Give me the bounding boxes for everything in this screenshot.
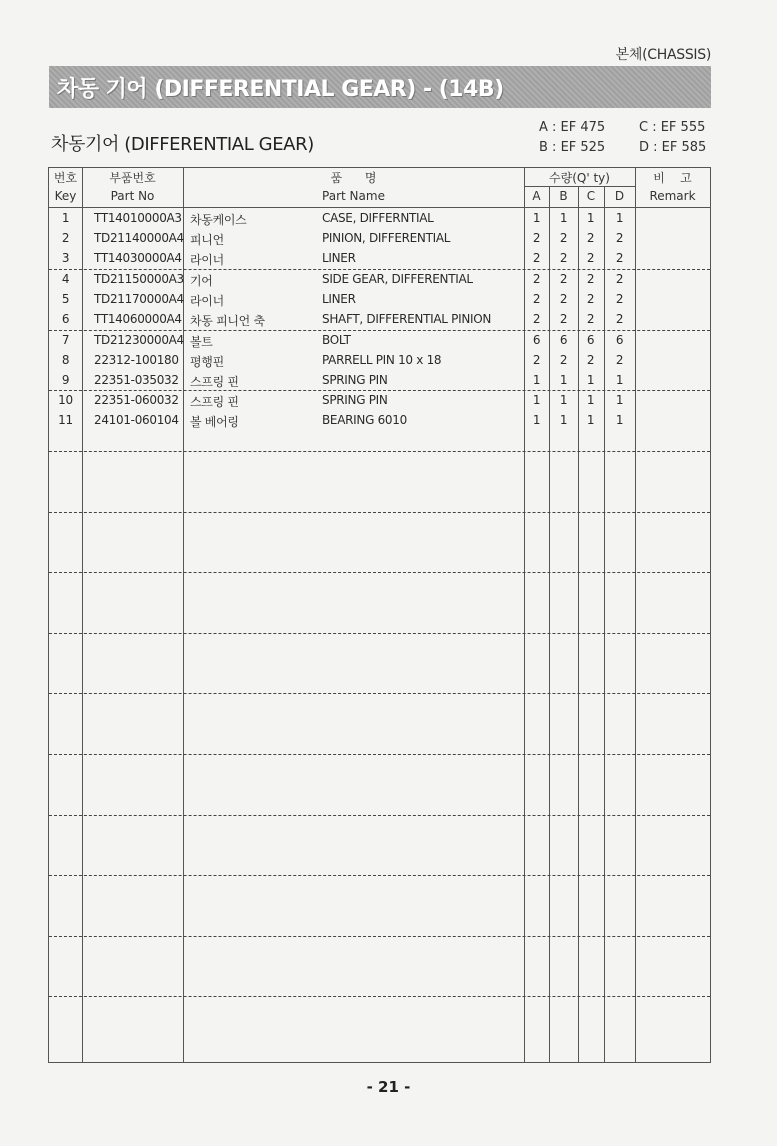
group-separator [49,572,710,573]
cell-part-no: 22351-035032 [94,373,179,387]
cell-qty-d: 1 [615,373,624,387]
cell-qty-b: 1 [559,211,568,225]
header-key-en: Key [54,189,77,203]
cell-key: 11 [58,413,73,427]
header-qty-c: C [586,189,596,203]
table-row [49,208,710,228]
group-separator [49,875,710,876]
cell-name-en: SIDE GEAR, DIFFERENTIAL [322,272,473,286]
cell-qty-c: 1 [586,393,595,407]
cell-key: 1 [61,211,70,225]
cell-name-kr: 평행핀 [190,355,224,369]
model-b: B : EF 525 [539,140,606,155]
model-legend-right [639,118,706,158]
table-row [49,350,710,370]
group-separator [49,996,710,997]
cell-name-kr: 스프링 핀 [190,395,239,409]
header-part-kr: 부품번호 [109,171,156,185]
cell-qty-c: 6 [586,333,595,347]
cell-qty-c: 2 [586,353,595,367]
cell-name-kr: 피니언 [190,233,224,247]
cell-part-no: TD21140000A4 [94,231,184,245]
header-remark-kr: 비 고 [653,171,692,185]
section-label: 본체(CHASSIS) [615,47,711,63]
group-separator [49,451,710,452]
header-name-en: Part Name [322,189,385,203]
cell-key: 3 [61,251,70,265]
cell-name-en: SPRING PIN [322,373,388,387]
group-separator [49,693,710,694]
table-row [49,370,710,390]
cell-qty-b: 1 [559,413,568,427]
cell-qty-d: 2 [615,312,624,326]
model-d: D : EF 585 [639,140,707,155]
cell-name-kr: 라이너 [190,253,224,267]
cell-key: 7 [61,333,70,347]
cell-part-no: 22312-100180 [94,353,179,367]
cell-qty-b: 1 [559,373,568,387]
cell-name-kr: 차동 피니언 축 [190,314,265,328]
cell-qty-d: 6 [615,333,624,347]
cell-key: 4 [61,272,70,286]
cell-part-no: TT14010000A3 [94,211,182,225]
cell-name-en: SPRING PIN [322,393,388,407]
cell-name-en: SHAFT, DIFFERENTIAL PINION [322,312,492,326]
cell-part-no: TD21150000A3 [94,272,184,286]
cell-part-no: TT14030000A4 [94,251,182,265]
cell-qty-a: 2 [532,292,541,306]
cell-name-en: BOLT [322,333,351,347]
cell-name-en: PINION, DIFFERENTIAL [322,231,451,245]
cell-name-en: LINER [322,292,356,306]
page-number: - 21 - [366,1078,411,1096]
cell-name-kr: 차동케이스 [190,213,247,227]
header-qty-d: D [614,189,625,203]
cell-name-en: BEARING 6010 [322,413,407,427]
cell-qty-c: 2 [586,272,595,286]
cell-key: 5 [61,292,70,306]
cell-qty-b: 2 [559,353,568,367]
cell-name-en: CASE, DIFFERNTIAL [322,211,434,225]
cell-name-kr: 기어 [190,274,213,288]
cell-key: 9 [61,373,70,387]
table-row [49,390,710,410]
header-remark-en: Remark [649,189,696,203]
cell-qty-a: 1 [532,393,541,407]
table-row [49,330,710,350]
cell-part-no: TT14060000A4 [94,312,182,326]
header-qty-a: A [532,189,541,203]
cell-qty-b: 2 [559,312,568,326]
cell-name-kr: 라이너 [190,294,224,308]
cell-qty-a: 1 [532,211,541,225]
cell-key: 10 [58,393,73,407]
cell-qty-d: 2 [615,251,624,265]
cell-qty-d: 2 [615,292,624,306]
group-separator [49,512,710,513]
cell-qty-a: 2 [532,272,541,286]
qty-header-divider [524,186,635,187]
group-separator [49,936,710,937]
cell-part-no: 24101-060104 [94,413,179,427]
cell-qty-c: 2 [586,251,595,265]
cell-qty-a: 1 [532,373,541,387]
cell-qty-c: 1 [586,413,595,427]
group-separator [49,754,710,755]
table-row [49,248,710,268]
cell-qty-a: 2 [532,231,541,245]
table-row [49,269,710,289]
cell-key: 6 [61,312,70,326]
header-part-en: Part No [110,189,155,203]
cell-name-en: LINER [322,251,356,265]
cell-qty-d: 2 [615,272,624,286]
cell-qty-c: 2 [586,231,595,245]
group-separator [49,815,710,816]
table-row [49,228,710,248]
cell-qty-a: 1 [532,413,541,427]
cell-key: 8 [61,353,70,367]
cell-part-no: TD21230000A4 [94,333,184,347]
model-c: C : EF 555 [639,120,706,135]
cell-qty-c: 2 [586,292,595,306]
cell-part-no: TD21170000A4 [94,292,184,306]
cell-qty-a: 2 [532,251,541,265]
cell-qty-a: 6 [532,333,541,347]
cell-qty-a: 2 [532,312,541,326]
title-banner [49,66,711,108]
cell-qty-b: 2 [559,251,568,265]
page-subtitle: 차동기어 (DIFFERENTIAL GEAR) [51,134,314,155]
cell-name-kr: 볼 베어링 [190,415,239,429]
group-separator [49,633,710,634]
cell-qty-b: 6 [559,333,568,347]
cell-qty-d: 2 [615,231,624,245]
cell-qty-b: 2 [559,292,568,306]
cell-part-no: 22351-060032 [94,393,179,407]
model-legend-left [539,118,605,158]
cell-key: 2 [61,231,70,245]
cell-qty-d: 1 [615,413,624,427]
header-name-kr: 품 명 [330,171,377,185]
cell-qty-c: 2 [586,312,595,326]
table-row [49,309,710,329]
banner-title: 차동 기어 (DIFFERENTIAL GEAR) - (14B) [57,77,504,102]
cell-qty-b: 2 [559,231,568,245]
cell-qty-b: 1 [559,393,568,407]
table-row [49,410,710,430]
cell-qty-c: 1 [586,211,595,225]
cell-qty-b: 2 [559,272,568,286]
parts-table [48,167,711,1063]
cell-qty-d: 1 [615,393,624,407]
cell-name-kr: 볼트 [190,335,213,349]
cell-name-en: PARRELL PIN 10 x 18 [322,353,442,367]
model-a: A : EF 475 [539,120,606,135]
cell-qty-d: 2 [615,353,624,367]
header-qty-b: B [559,189,568,203]
cell-qty-a: 2 [532,353,541,367]
cell-name-kr: 스프링 핀 [190,375,239,389]
cell-qty-c: 1 [586,373,595,387]
cell-qty-d: 1 [615,211,624,225]
header-qty: 수량(Q' ty) [549,171,610,185]
header-key-kr: 번호 [53,171,78,185]
table-row [49,289,710,309]
